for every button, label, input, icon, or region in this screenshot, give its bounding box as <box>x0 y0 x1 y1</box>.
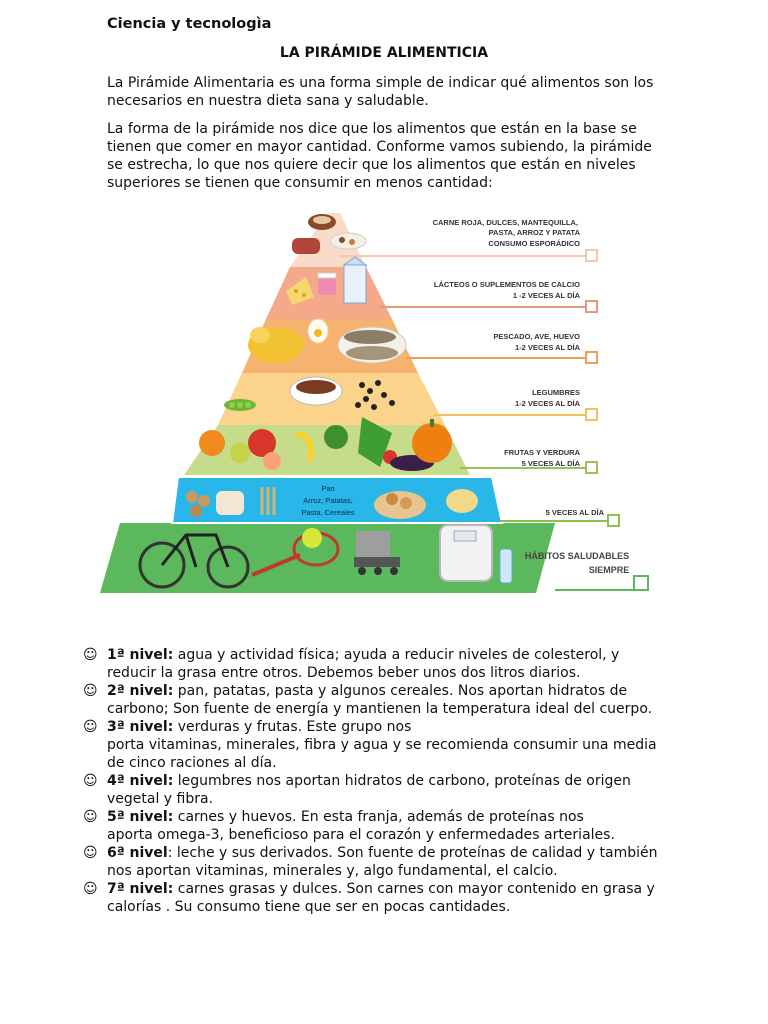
intro-p2-line-4: superiores se tienen que consumir en menos cantidad: <box>107 175 493 191</box>
tier-4-leader <box>434 409 597 420</box>
level-text: carnes y huevos. En esta franja, además de proteínas nos <box>173 809 584 825</box>
smiley-icon: ☺ <box>83 719 98 735</box>
intro-paragraph-2 <box>107 120 667 192</box>
list-item <box>80 808 680 844</box>
level-text: calorías . Su consumo tiene que ser en pocas cantidades. <box>107 899 511 915</box>
level-label: 1ª nivel: <box>107 647 174 663</box>
tier-7-label-1: CARNE ROJA, DULCES, MANTEQUILLA, <box>432 218 578 227</box>
tier-2-inner-1: Pan <box>321 484 335 493</box>
level-text: verduras y frutas. Este grupo nos <box>173 719 412 735</box>
level-text: carnes grasas y dulces. Son carnes con mayor contenido en grasa y <box>173 881 655 897</box>
tier-1-leader <box>555 576 648 590</box>
tier-2-inner-2: Arroz, Patatas, <box>303 496 353 505</box>
smiley-icon: ☺ <box>83 683 98 699</box>
levels-list <box>80 646 680 916</box>
list-item <box>80 718 680 772</box>
document-title: LA PIRÁMIDE ALIMENTICIA <box>279 45 489 61</box>
tier-6-label-2: 1 -2 VECES AL DÍA <box>512 291 580 300</box>
smiley-icon: ☺ <box>83 881 98 897</box>
tier-3-label-1: FRUTAS Y VERDURA <box>504 448 580 457</box>
intro-paragraph-1 <box>107 74 667 110</box>
level-label: 2ª nivel: <box>107 683 174 699</box>
list-item <box>80 682 680 718</box>
tier-2-label-1: 5 VECES AL DÍA <box>545 508 604 517</box>
level-label: 7ª nivel: <box>107 881 174 897</box>
level-text: pan, patatas, pasta y algunos cereales. Nos aportan hidratos de <box>173 683 628 699</box>
list-item <box>80 772 680 808</box>
intro-p2-line-3: se estrecha, lo que nos quiere decir que los alimentos que están en niveles <box>107 157 636 173</box>
intro-p1-line-1: La Pirámide Alimentaria es una forma simple de indicar qué alimentos son los <box>107 75 654 91</box>
level-label: 3ª nivel: <box>107 719 174 735</box>
tier-3-label-2: 5 VECES AL DÍA <box>521 459 580 468</box>
tier-6-label-1: LÁCTEOS O SUPLEMENTOS DE CALCIO <box>433 280 580 289</box>
smiley-icon: ☺ <box>83 647 98 663</box>
level-text: nos aportan vitaminas, minerales y, algo fundamental, el calcio. <box>107 863 558 879</box>
level-text: porta vitaminas, minerales, fibra y agua y se recomienda consumir una media <box>107 737 657 753</box>
level-text: reducir la grasa entre otros. Debemos beber unos dos litros diarios. <box>107 665 581 681</box>
tier-2-inner-3: Pasta, Cereales <box>301 508 355 517</box>
level-label: 4ª nivel: <box>107 773 174 789</box>
level-label: 5ª nivel: <box>107 809 174 825</box>
tier-7-leader <box>340 250 597 261</box>
level-text: legumbres nos aportan hidratos de carbono, proteínas de origen <box>173 773 631 789</box>
tier-7-label-3: CONSUMO ESPORÁDICO <box>488 239 580 248</box>
intro-p2-line-2: tienen que comer en mayor cantidad. Conforme vamos subiendo, la pirámide <box>107 139 652 155</box>
tier-4-label-1: LEGUMBRES <box>532 388 580 397</box>
list-item <box>80 880 680 916</box>
level-text: : leche y sus derivados. Son fuente de proteínas de calidad y también <box>167 845 658 861</box>
subject-heading: Ciencia y tecnologìa <box>107 16 272 32</box>
tier-4-label-2: 1-2 VECES AL DÍA <box>514 399 580 408</box>
smiley-icon: ☺ <box>83 845 98 861</box>
tier-5-label-2: 1-2 VECES AL DÍA <box>514 343 580 352</box>
tier-5-leader <box>406 352 597 363</box>
tier-1-label-2: SIEMPRE <box>588 565 630 575</box>
intro-p2-line-1: La forma de la pirámide nos dice que los alimentos que están en la base se <box>107 121 637 137</box>
tier-1-label-1: HÁBITOS SALUDABLES <box>524 551 630 561</box>
tier-6-leader <box>380 301 597 312</box>
level-text: carbono; Son fuente de energía y mantienen la temperatura ideal del cuerpo. <box>107 701 653 717</box>
level-text: vegetal y fibra. <box>107 791 214 807</box>
level-text: aporta omega-3, beneficioso para el corazón y enfermedades arteriales. <box>107 827 615 843</box>
list-item <box>80 844 680 880</box>
level-label: 6ª nivel <box>107 845 168 861</box>
level-text: de cinco raciones al día. <box>107 755 277 771</box>
smiley-icon: ☺ <box>83 773 98 789</box>
tier-7-label-2: PASTA, ARROZ Y PATATA <box>488 228 580 237</box>
list-item <box>80 646 680 682</box>
tier-5-label-1: PESCADO, AVE, HUEVO <box>493 332 580 341</box>
level-text: agua y actividad física; ayuda a reducir niveles de colesterol, y <box>173 647 620 663</box>
smiley-icon: ☺ <box>83 809 98 825</box>
intro-p1-line-2: necesarios en nuestra dieta sana y saludable. <box>107 93 429 109</box>
food-pyramid-illustration <box>100 205 660 615</box>
